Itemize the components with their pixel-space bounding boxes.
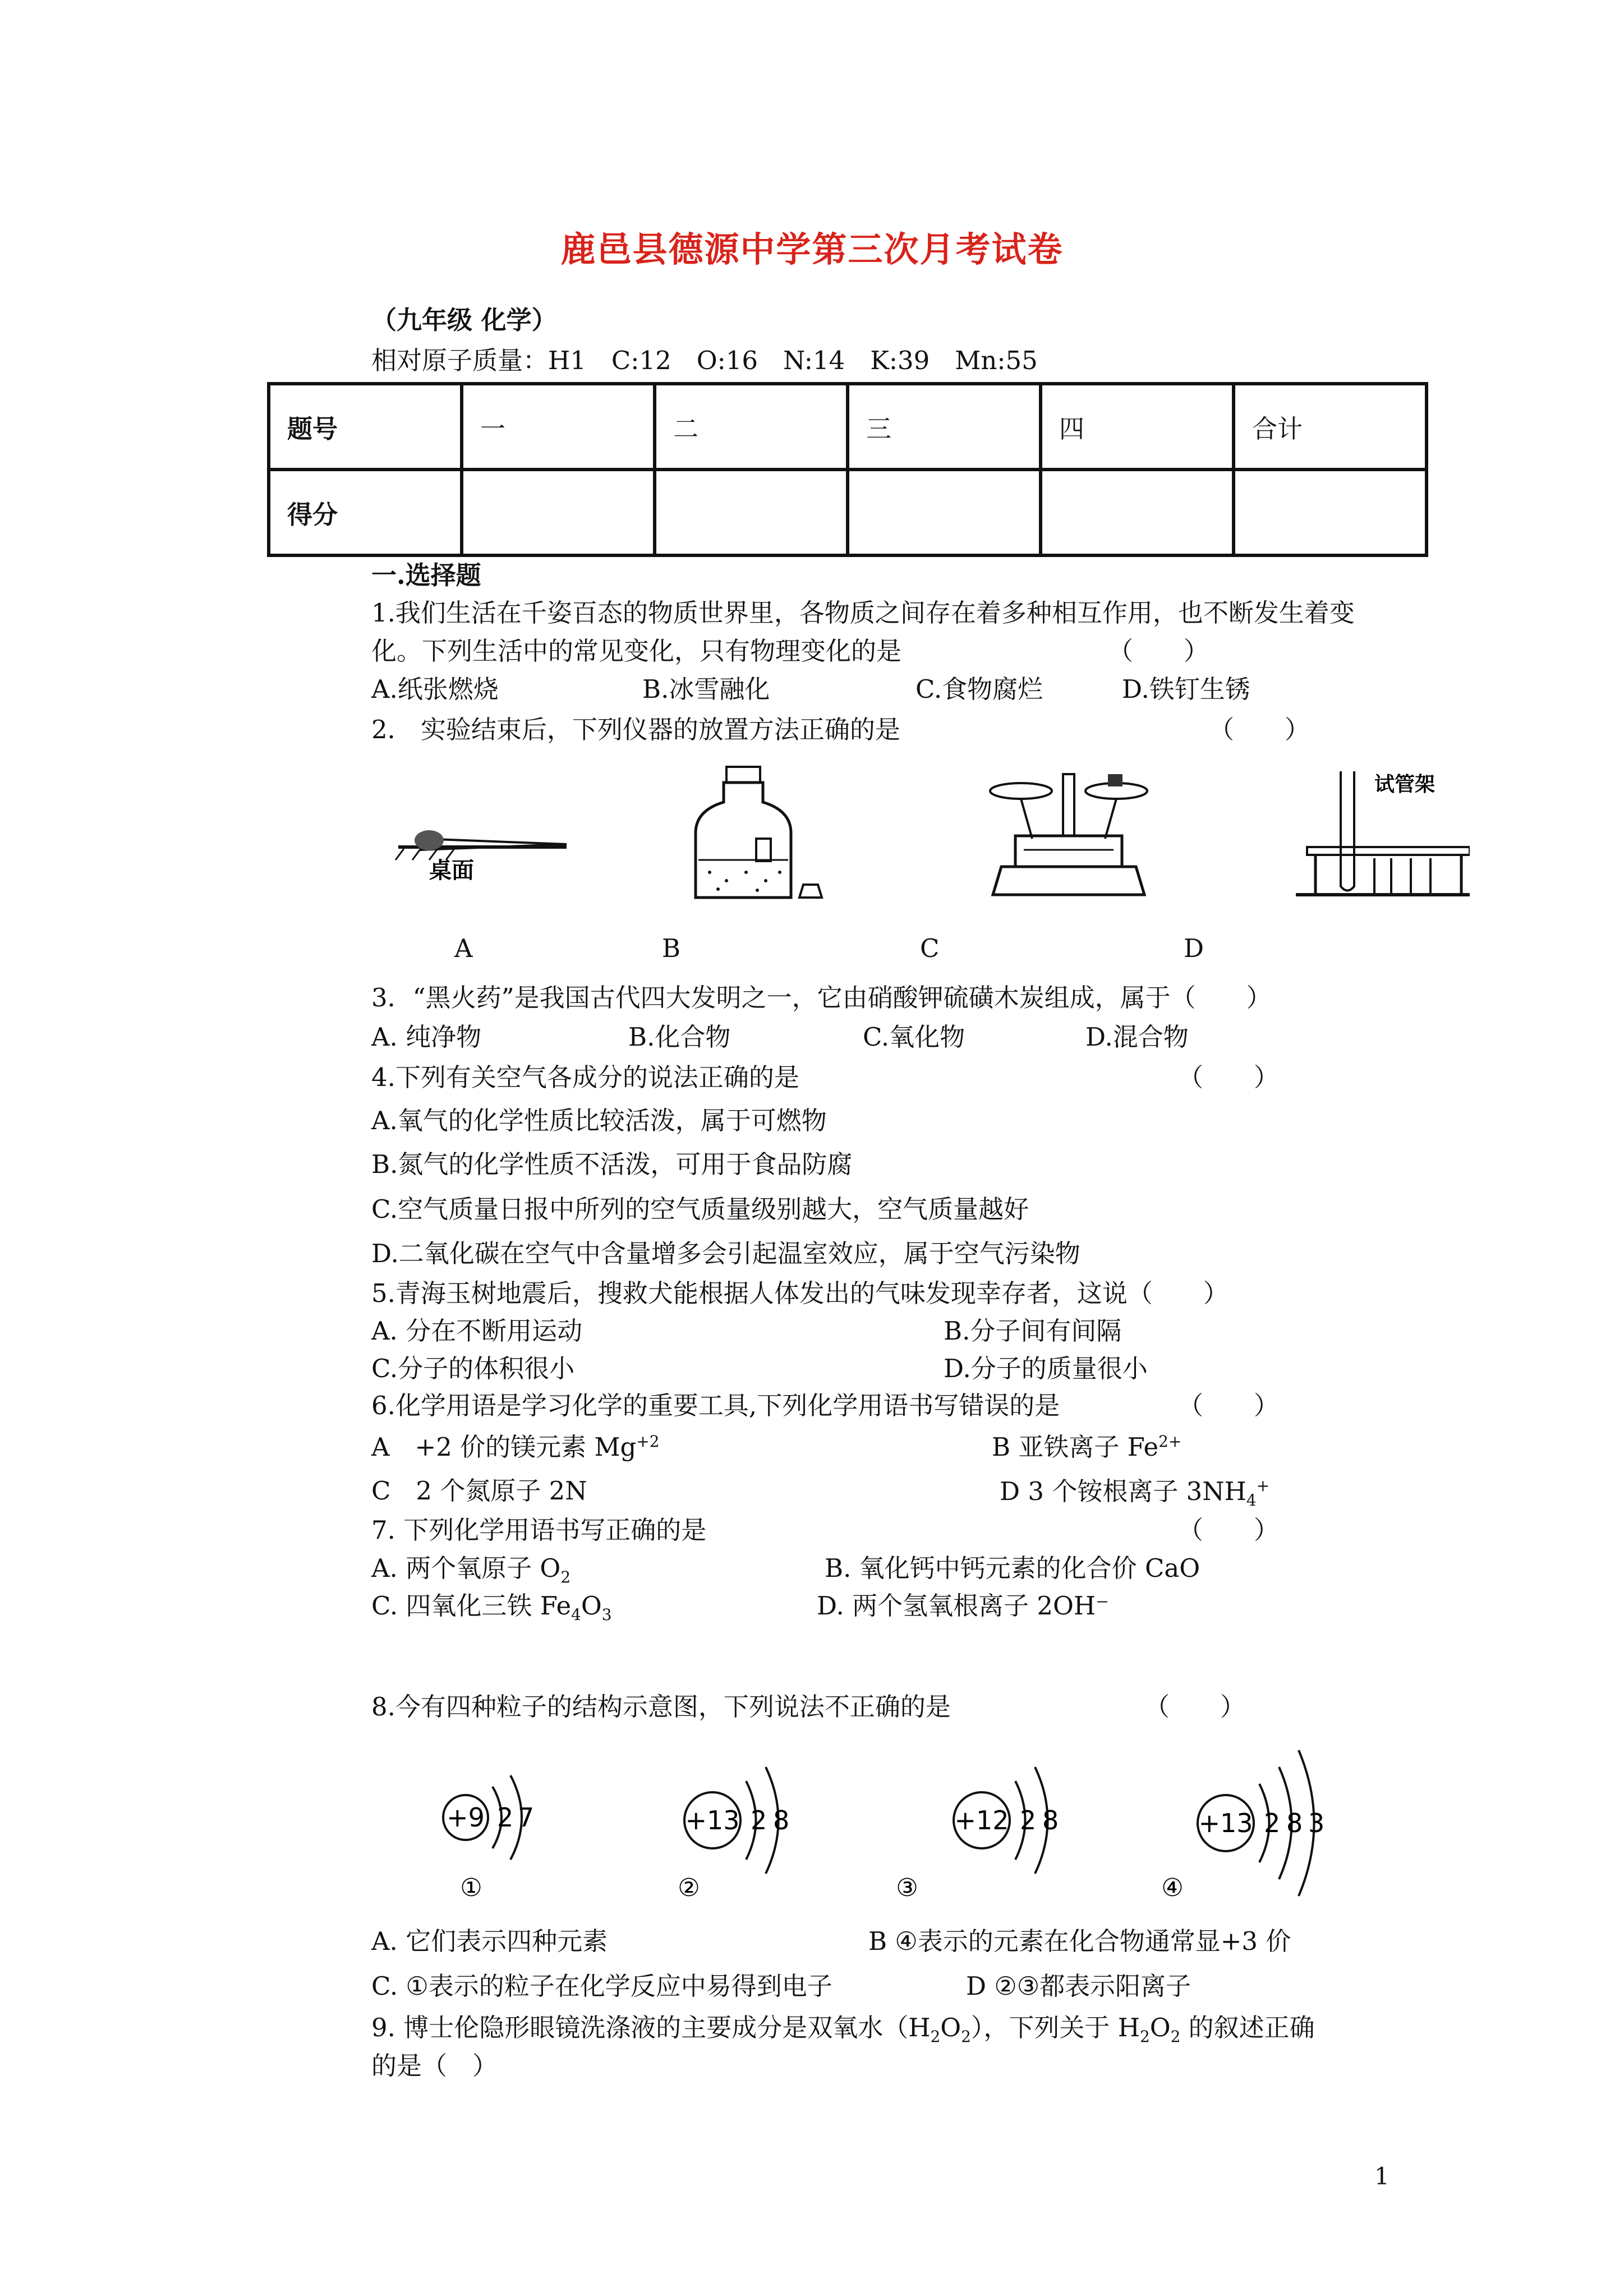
score-input-cell[interactable] bbox=[655, 470, 848, 555]
score-input-cell[interactable] bbox=[848, 470, 1041, 555]
q6-option-d-sub: 4 bbox=[1246, 1491, 1257, 1510]
particle-4-shell: 2 bbox=[1264, 1808, 1281, 1838]
particle-4-nucleus: +13 bbox=[1198, 1808, 1253, 1838]
q5-option-b: B.分子间有间隔 bbox=[944, 1316, 1122, 1346]
q6-option-b bbox=[992, 1434, 1181, 1460]
atomic-masses: 相对原子质量：H1 C:12 O:16 N:14 K:39 Mn:55 bbox=[371, 346, 1038, 375]
q7-option-a-sub: 2 bbox=[560, 1568, 571, 1586]
particle-3-nucleus: +12 bbox=[954, 1805, 1009, 1835]
q9-text: ），下列关于 H bbox=[970, 2013, 1140, 2042]
score-header-cell: 二 bbox=[655, 384, 848, 470]
q2-answer-paren: （ ） bbox=[1209, 715, 1310, 744]
q7-option-a bbox=[371, 1553, 571, 1586]
particle-4-shell: 3 bbox=[1308, 1808, 1325, 1838]
q9-stem-line2: 的是（ ） bbox=[371, 2051, 498, 2081]
q3-option-b: B.化合物 bbox=[628, 1022, 731, 1052]
rack-label: 试管架 bbox=[1374, 773, 1436, 796]
score-header-cell: 一 bbox=[462, 384, 655, 470]
q8-option-d: D ②③都表示阳离子 bbox=[966, 1971, 1191, 2001]
q1-stem-line2: 化。下列生活中的常见变化，只有物理变化的是 bbox=[371, 636, 902, 666]
particle-1-shell: 7 bbox=[518, 1802, 535, 1833]
q6-option-b-sup: 2+ bbox=[1158, 1432, 1182, 1451]
q8-option-a: A. 它们表示四种元素 bbox=[371, 1926, 608, 1956]
q5-option-d: D.分子的质量很小 bbox=[944, 1354, 1148, 1383]
score-input-cell[interactable] bbox=[1041, 470, 1234, 555]
particle-1-shell: 2 bbox=[497, 1802, 514, 1833]
q9-text: O bbox=[940, 2013, 961, 2042]
score-input-cell[interactable] bbox=[1234, 470, 1427, 555]
q5-option-a: A. 分在不断用运动 bbox=[371, 1316, 583, 1346]
q1-option-b: B.冰雪融化 bbox=[642, 674, 770, 704]
particle-3-shell: 8 bbox=[1042, 1805, 1059, 1835]
particle-3-shell: 2 bbox=[1020, 1805, 1037, 1835]
particle-4-label: ④ bbox=[1161, 1874, 1184, 1902]
score-table bbox=[267, 382, 1428, 557]
q9-sub: 2 bbox=[1139, 2027, 1150, 2046]
balance-scale-icon bbox=[990, 774, 1147, 895]
q1-answer-paren: （ ） bbox=[1108, 636, 1209, 666]
reagent-bottle-icon bbox=[696, 767, 822, 898]
q6-option-b-text: B 亚铁离子 Fe bbox=[992, 1432, 1159, 1462]
q2-label-a: A bbox=[454, 933, 473, 963]
score-header-row bbox=[269, 384, 1427, 470]
desk-label: 桌面 bbox=[429, 858, 474, 884]
page-number: 1 bbox=[1374, 2162, 1390, 2190]
q7-option-c-mid: O bbox=[581, 1591, 602, 1621]
q8-option-c: C. ①表示的粒子在化学反应中易得到电子 bbox=[371, 1971, 832, 2001]
particle-1-label: ① bbox=[460, 1874, 482, 1902]
q7-option-c-sub2: 3 bbox=[601, 1605, 612, 1624]
particle-4-shell: 8 bbox=[1286, 1808, 1303, 1838]
particle-1-nucleus: +9 bbox=[447, 1802, 485, 1833]
q6-option-a-sup: +2 bbox=[636, 1432, 660, 1451]
q2-label-b: B bbox=[662, 933, 681, 963]
q1-stem-line1: 1.我们生活在千姿百态的物质世界里，各物质之间存在着多种相互作用，也不断发生着变 bbox=[371, 598, 1355, 628]
grade-subject: （九年级 化学） bbox=[371, 305, 557, 335]
q3-option-a: A. 纯净物 bbox=[371, 1022, 482, 1052]
q1-option-a: A.纸张燃烧 bbox=[371, 674, 499, 704]
q7-option-a-text: A. 两个氧原子 O bbox=[371, 1553, 561, 1583]
q4-option-d: D.二氧化碳在空气中含量增多会引起温室效应，属于空气污染物 bbox=[371, 1239, 1080, 1268]
q9-text: 9. 博士伦隐形眼镜洗涤液的主要成分是双氧水（H bbox=[371, 2013, 931, 2042]
q7-option-b: B. 氧化钙中钙元素的化合价 CaO bbox=[825, 1553, 1200, 1583]
particle-diagram-3 bbox=[896, 1767, 1059, 1902]
q9-sub: 2 bbox=[961, 2027, 971, 2046]
q6-option-d bbox=[1000, 1478, 1269, 1508]
score-header-cell: 三 bbox=[848, 384, 1041, 470]
score-header-cell: 合计 bbox=[1234, 384, 1427, 470]
q2-label-d: D bbox=[1184, 933, 1204, 963]
q9-stem-line1 bbox=[371, 2015, 1315, 2045]
q6-option-a-text: A +2 价的镁元素 Mg bbox=[371, 1432, 637, 1462]
q7-option-c-text: C. 四氧化三铁 Fe bbox=[371, 1591, 572, 1621]
q5-stem: 5.青海玉树地震后，搜救犬能根据人体发出的气味发现幸存者，这说（ ） bbox=[371, 1278, 1229, 1308]
q5-option-c: C.分子的体积很小 bbox=[371, 1354, 575, 1383]
q7-answer-paren: （ ） bbox=[1178, 1515, 1280, 1545]
score-header-cell: 四 bbox=[1041, 384, 1234, 470]
exam-title: 鹿邑县德源中学第三次月考试卷 bbox=[560, 229, 1064, 270]
q2-stem: 2． 实验结束后，下列仪器的放置方法正确的是 bbox=[371, 715, 900, 744]
test-tube-rack-icon bbox=[1296, 771, 1470, 895]
q4-option-a: A.氧气的化学性质比较活泼，属于可燃物 bbox=[371, 1106, 827, 1135]
section-title: 一.选择题 bbox=[371, 560, 481, 590]
particle-2-shell: 8 bbox=[773, 1805, 790, 1835]
q3-option-d: D.混合物 bbox=[1085, 1022, 1189, 1052]
q1-option-c: C.食物腐烂 bbox=[915, 674, 1043, 704]
q9-text: O bbox=[1149, 2013, 1171, 2042]
particle-diagram-4 bbox=[1161, 1750, 1324, 1902]
q2-apparatus-figure bbox=[387, 760, 1470, 920]
q4-option-c: C.空气质量日报中所列的空气质量级别越大，空气质量越好 bbox=[371, 1194, 1029, 1224]
q4-option-b: B.氮气的化学性质不活泼，可用于食品防腐 bbox=[371, 1149, 853, 1179]
q8-option-b: B ④表示的元素在化合物通常显+3 价 bbox=[868, 1926, 1291, 1956]
q7-option-c-sub1: 4 bbox=[571, 1605, 581, 1624]
q4-answer-paren: （ ） bbox=[1178, 1062, 1280, 1092]
q6-answer-paren: （ ） bbox=[1178, 1391, 1280, 1420]
q7-stem: 7. 下列化学用语书写正确的是 bbox=[371, 1515, 707, 1545]
particle-2-nucleus: +13 bbox=[685, 1805, 740, 1835]
test-tube-on-desk-icon bbox=[395, 830, 567, 884]
q3-stem: 3．“黑火药”是我国古代四大发明之一，它由硝酸钾硫磺木炭组成，属于（ ） bbox=[371, 983, 1272, 1013]
q8-stem: 8.今有四种粒子的结构示意图，下列说法不正确的是 bbox=[371, 1692, 951, 1722]
q9-text: 的叙述正确 bbox=[1180, 2013, 1315, 2042]
q2-label-c: C bbox=[920, 933, 940, 963]
q3-option-c: C.氧化物 bbox=[863, 1022, 965, 1052]
score-row-label: 得分 bbox=[269, 470, 462, 555]
particle-3-label: ③ bbox=[896, 1874, 918, 1902]
q7-option-c bbox=[371, 1593, 612, 1623]
score-value-row bbox=[269, 470, 1427, 555]
particle-diagram-2 bbox=[678, 1767, 789, 1902]
score-input-cell[interactable] bbox=[462, 470, 655, 555]
q6-stem: 6.化学用语是学习化学的重要工具,下列化学用语书写错误的是 bbox=[371, 1391, 1060, 1420]
q8-particle-diagrams bbox=[426, 1733, 1358, 1902]
q7-option-d: D. 两个氢氧根离子 2OH⁻ bbox=[817, 1591, 1109, 1621]
q1-option-d: D.铁钉生锈 bbox=[1122, 674, 1250, 704]
score-header-cell: 题号 bbox=[269, 384, 462, 470]
q9-sub: 2 bbox=[1170, 2027, 1181, 2046]
q4-stem: 4.下列有关空气各成分的说法正确的是 bbox=[371, 1062, 799, 1092]
q6-option-d-sup: + bbox=[1256, 1476, 1269, 1495]
q6-option-a bbox=[371, 1434, 659, 1460]
q6-option-c: C 2 个氮原子 2N bbox=[371, 1476, 587, 1506]
q6-option-d-text: D 3 个铵根离子 3NH bbox=[1000, 1476, 1246, 1506]
q9-sub: 2 bbox=[930, 2027, 941, 2046]
particle-2-label: ② bbox=[678, 1874, 700, 1902]
q8-answer-paren: （ ） bbox=[1144, 1692, 1246, 1722]
particle-2-shell: 2 bbox=[751, 1805, 767, 1835]
particle-diagram-1 bbox=[443, 1775, 534, 1902]
